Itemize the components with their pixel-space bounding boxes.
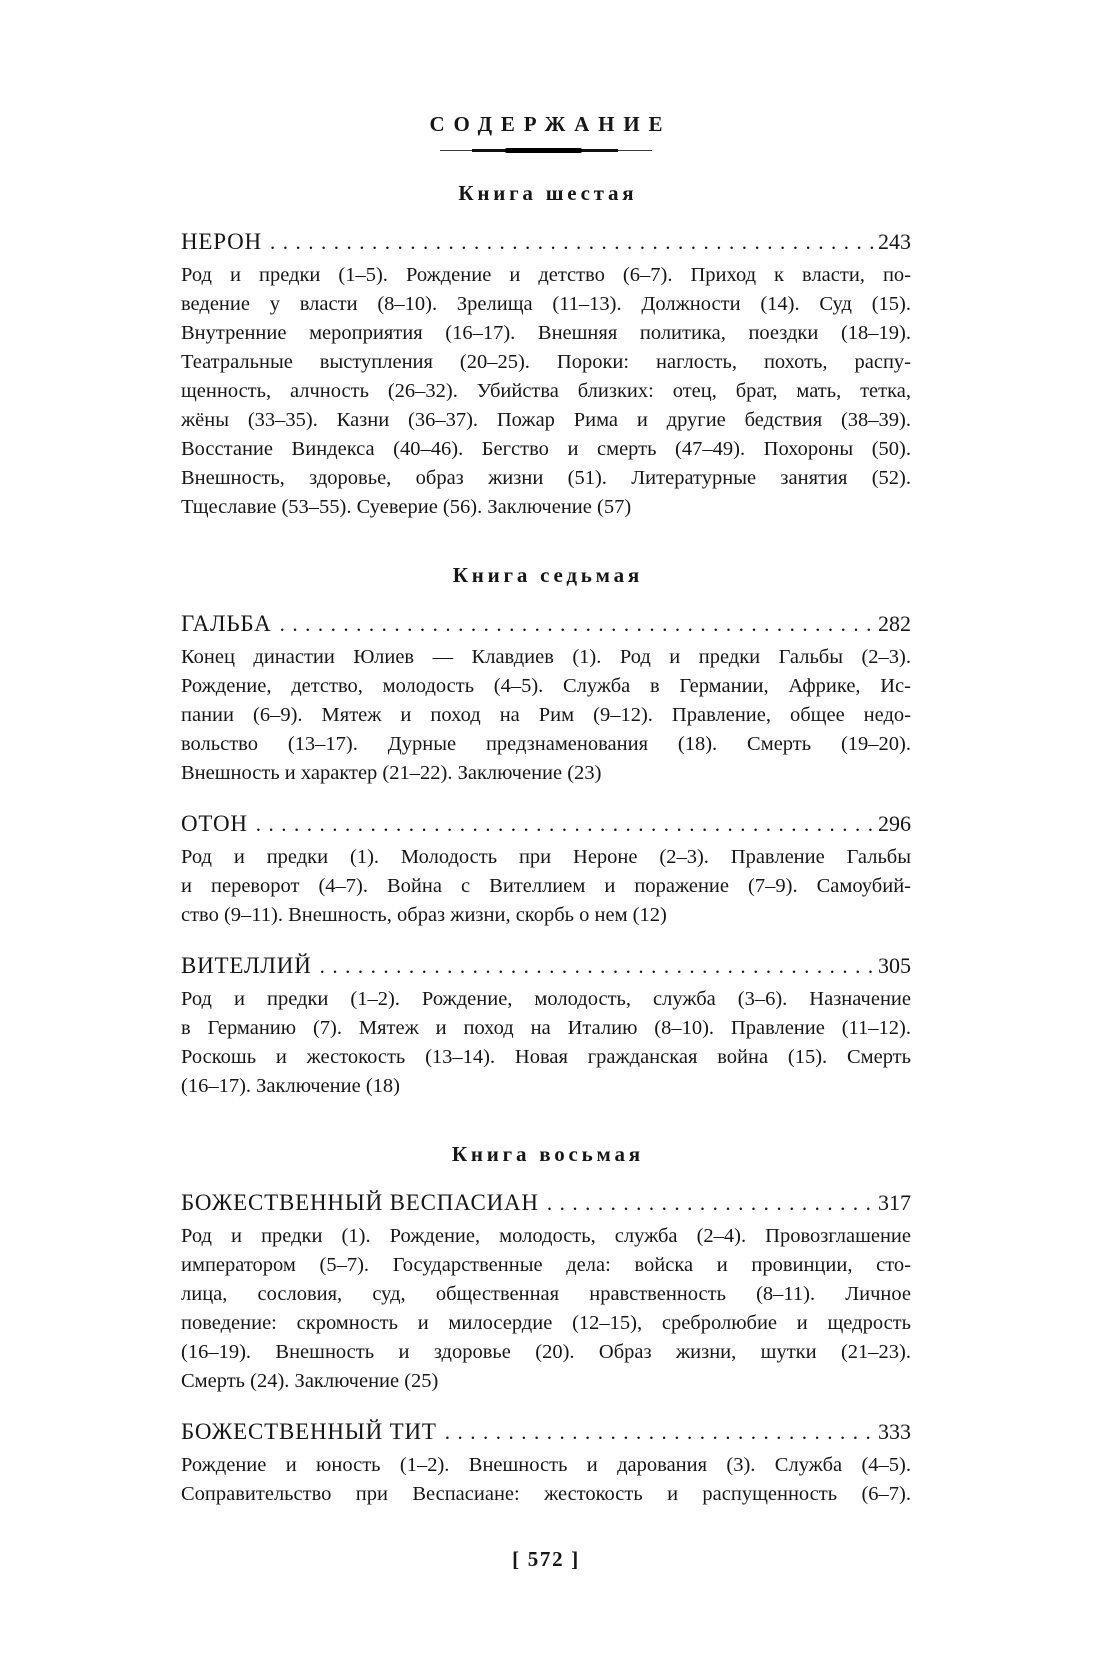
description-line: лица, сословия, суд, общественная нравственность (8–11). Личное bbox=[181, 1283, 911, 1305]
description-line: пании (6–9). Мятеж и поход на Рим (9–12). Правление, общее недо- bbox=[181, 704, 911, 726]
entry-description bbox=[181, 985, 911, 1101]
book-heading-seven: Книга седьмая bbox=[452, 563, 643, 587]
toc-entry-neron bbox=[181, 227, 911, 522]
description-line: вольство (13–17). Дурные предзнаменования (18). Смерть (19–20). bbox=[181, 733, 911, 755]
description-line: Рождение, детство, молодость (4–5). Служба в Германии, Африке, Ис- bbox=[181, 675, 911, 697]
toc-entry-vespasian bbox=[181, 1188, 911, 1396]
description-line: Театральные выступления (20–25). Пороки: наглость, похоть, распу- bbox=[181, 351, 911, 373]
description-line: Внутренние мероприятия (16–17). Внешняя политика, поездки (18–19). bbox=[181, 322, 911, 344]
entry-name: ОТОН bbox=[181, 811, 248, 836]
description-line: жёны (33–35). Казни (36–37). Пожар Рима и другие бедствия (38–39). bbox=[181, 409, 911, 431]
description-line: Внешность и характер (21–22). Заключение (23) bbox=[181, 762, 602, 784]
description-line: Соправительство при Веспасиане: жестокость и распущенность (6–7). bbox=[181, 1483, 911, 1505]
toc-entry-head bbox=[181, 1417, 911, 1447]
description-line: в Германию (7). Мятеж и поход на Италию (8–10). Правление (11–12). bbox=[181, 1017, 911, 1039]
description-line: Род и предки (1–2). Рождение, молодость, служба (3–6). Назначение bbox=[181, 988, 911, 1010]
toc-entry-head bbox=[181, 227, 911, 257]
description-line: (16–19). Внешность и здоровье (20). Образ жизни, шутки (21–23). bbox=[181, 1341, 911, 1363]
entry-page-number: 296 bbox=[878, 811, 911, 836]
description-line: Смерть (24). Заключение (25) bbox=[181, 1370, 439, 1392]
toc-entry-oton bbox=[181, 809, 911, 930]
entry-name: ГАЛЬБА bbox=[181, 611, 272, 636]
dot-leader bbox=[320, 951, 876, 981]
entry-page-number: 282 bbox=[878, 611, 911, 636]
description-line: Внешность, здоровье, образ жизни (51). Литературные занятия (52). bbox=[181, 467, 911, 489]
description-line: Тщеславие (53–55). Суеверие (56). Заключение (57) bbox=[181, 496, 632, 518]
entry-name: ВИТЕЛЛИЙ bbox=[181, 953, 312, 978]
toc-entry-galba bbox=[181, 609, 911, 788]
book-heading-eight: Книга восьмая bbox=[451, 1142, 644, 1166]
toc-entry-head bbox=[181, 809, 911, 839]
toc-entry-tit bbox=[181, 1417, 911, 1509]
toc-entry-vitelliy bbox=[181, 951, 911, 1101]
dot-leader bbox=[280, 609, 876, 639]
entry-name: БОЖЕСТВЕННЫЙ ТИТ bbox=[181, 1419, 437, 1444]
description-line: поведение: скромность и милосердие (12–15), сребролюбие и щедрость bbox=[181, 1312, 911, 1334]
entry-page-number: 305 bbox=[878, 953, 911, 978]
description-line: Род и предки (1–5). Рождение и детство (6–7). Приход к власти, по- bbox=[181, 264, 911, 286]
description-line: Восстание Виндекса (40–46). Бегство и смерть (47–49). Похороны (50). bbox=[181, 438, 911, 460]
entry-name: НЕРОН bbox=[181, 229, 262, 254]
toc-entry-head bbox=[181, 951, 911, 981]
toc-entry-head bbox=[181, 1188, 911, 1218]
description-line: щенность, алчность (26–32). Убийства близких: отец, брат, мать, тетка, bbox=[181, 380, 911, 402]
toc-entry-head bbox=[181, 609, 911, 639]
description-line: и переворот (4–7). Война с Вителлием и поражение (7–9). Самоубий- bbox=[181, 875, 911, 897]
description-line: Род и предки (1). Молодость при Нероне (2–3). Правление Гальбы bbox=[181, 846, 911, 868]
divider-center-bar bbox=[505, 148, 582, 153]
description-line: Роскошь и жестокость (13–14). Новая гражданская война (15). Смерть bbox=[181, 1046, 911, 1068]
book-heading-six: Книга шестая bbox=[458, 181, 638, 205]
entry-description bbox=[181, 1451, 911, 1509]
dot-leader bbox=[256, 809, 876, 839]
page-title: СОДЕРЖАНИЕ bbox=[429, 112, 672, 136]
toc-content bbox=[181, 112, 911, 1572]
entry-description bbox=[181, 643, 911, 788]
entry-page-number: 317 bbox=[878, 1190, 911, 1215]
description-line: ство (9–11). Внешность, образ жизни, скорбь о нем (12) bbox=[181, 904, 667, 926]
description-line: Конец династии Юлиев — Клавдиев (1). Род и предки Гальбы (2–3). bbox=[181, 646, 911, 668]
description-line: ведение у власти (8–10). Зрелища (11–13). Должности (14). Суд (15). bbox=[181, 293, 911, 315]
description-line: Род и предки (1). Рождение, молодость, служба (2–4). Провозглашение bbox=[181, 1225, 911, 1247]
entry-page-number: 333 bbox=[878, 1419, 911, 1444]
entry-description bbox=[181, 261, 911, 522]
entry-page-number: 243 bbox=[878, 229, 911, 254]
description-line: (16–17). Заключение (18) bbox=[181, 1075, 400, 1097]
entry-description bbox=[181, 1222, 911, 1396]
ornamental-divider bbox=[440, 147, 652, 153]
folio-page-number: [ 572 ] bbox=[512, 1547, 580, 1571]
description-line: императором (5–7). Государственные дела: войска и провинции, сто- bbox=[181, 1254, 911, 1276]
description-line: Рождение и юность (1–2). Внешность и дарования (3). Служба (4–5). bbox=[181, 1454, 911, 1476]
dot-leader bbox=[270, 227, 876, 257]
entry-name: БОЖЕСТВЕННЫЙ ВЕСПАСИАН bbox=[181, 1190, 539, 1215]
entry-description bbox=[181, 843, 911, 930]
dot-leader bbox=[445, 1417, 876, 1447]
dot-leader bbox=[547, 1188, 876, 1218]
